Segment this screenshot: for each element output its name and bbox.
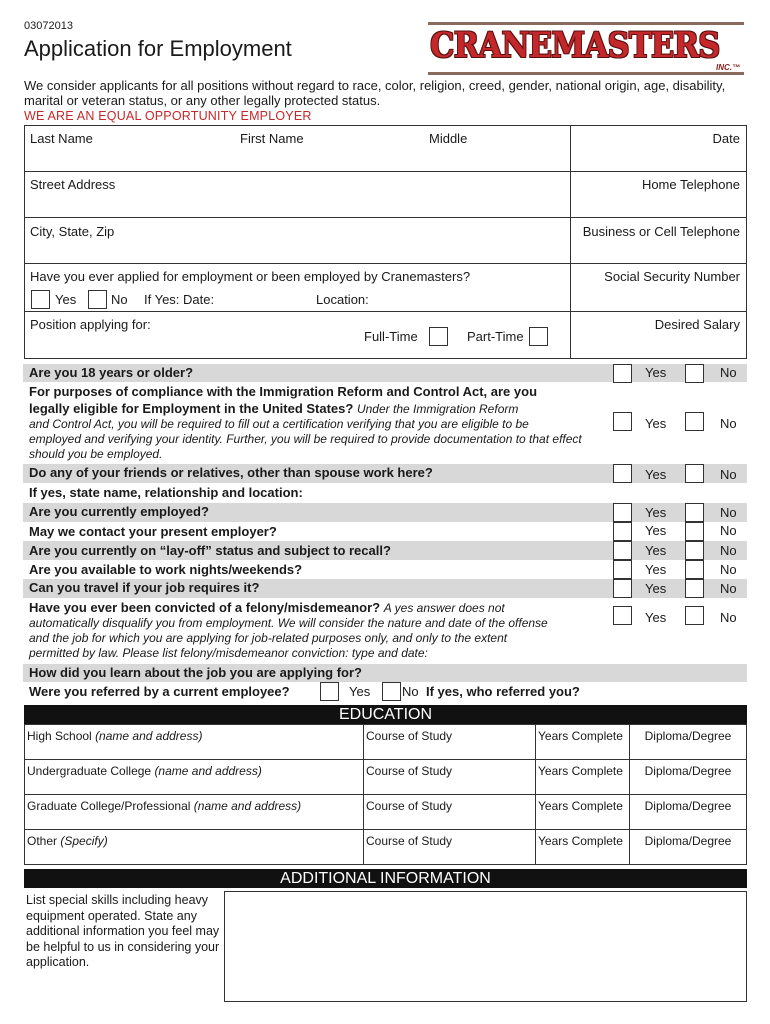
- diploma-label: Diploma/Degree: [644, 834, 732, 848]
- home-telephone-field[interactable]: [570, 171, 747, 218]
- relatives-yes-label: Yes: [645, 467, 667, 482]
- education-school-cell[interactable]: [24, 724, 364, 760]
- question-relatives-row: [23, 464, 747, 483]
- intro-statement: We consider applicants for all positions without regard to race, color, religion, creed, gender, national origin, age, disability, marital or veteran status, or any other legally protected status.: [24, 78, 726, 108]
- nights-yes-label: Yes: [645, 562, 667, 577]
- contact-yes-label: Yes: [645, 523, 667, 538]
- question-legal-note: and Control Act, you will be required to fill out a certification verifying that you are eligible to be employed and verifying your identity. Further, you will be required to provide documentation to that effect should you be employed.: [29, 417, 582, 461]
- prior-yes-label: Yes: [55, 292, 77, 307]
- question-nights-row: [23, 560, 747, 579]
- referred-no-label: No: [402, 684, 419, 699]
- diploma-label: Diploma/Degree: [644, 729, 732, 743]
- diploma-label: Diploma/Degree: [644, 799, 732, 813]
- referred-yes-checkbox[interactable]: [320, 682, 339, 701]
- employed-no-label: No: [720, 505, 737, 520]
- age-yes-label: Yes: [645, 365, 667, 380]
- education-course-cell[interactable]: [363, 759, 536, 795]
- legal-yes-checkbox[interactable]: [613, 412, 632, 431]
- employed-no-checkbox[interactable]: [685, 503, 704, 522]
- education-diploma-cell[interactable]: [629, 829, 747, 865]
- education-course-cell[interactable]: [363, 794, 536, 830]
- education-years-cell[interactable]: [535, 794, 630, 830]
- home-telephone-label: Home Telephone: [641, 177, 740, 192]
- legal-no-label: No: [720, 416, 737, 431]
- logo-suffix: INC.™: [716, 63, 740, 72]
- years-label: Years Complete: [538, 764, 623, 778]
- felony-no-checkbox[interactable]: [685, 606, 704, 625]
- felony-no-label: No: [720, 610, 737, 625]
- question-nights: Are you available to work nights/weekends?: [29, 562, 303, 577]
- city-state-zip-label: City, State, Zip: [30, 224, 115, 239]
- prior-employment-label: Have you ever applied for employment or been employed by Cranemasters?: [30, 269, 471, 284]
- school-note: (name and address): [154, 764, 262, 778]
- school-label: Undergraduate College: [27, 764, 152, 778]
- travel-no-label: No: [720, 581, 737, 596]
- additional-info-textarea[interactable]: [224, 891, 747, 1002]
- nights-no-checkbox[interactable]: [685, 560, 704, 579]
- travel-no-checkbox[interactable]: [685, 579, 704, 598]
- additional-info-heading: ADDITIONAL INFORMATION: [24, 869, 747, 888]
- employed-yes-checkbox[interactable]: [613, 503, 632, 522]
- relatives-no-label: No: [720, 467, 737, 482]
- education-course-cell[interactable]: [363, 724, 536, 760]
- prior-no-label: No: [111, 292, 128, 307]
- course-label: Course of Study: [366, 834, 453, 848]
- prior-date-label: If Yes: Date:: [144, 292, 215, 307]
- street-address-label: Street Address: [30, 177, 116, 192]
- course-label: Course of Study: [366, 799, 453, 813]
- relatives-yes-checkbox[interactable]: [613, 464, 632, 483]
- desired-salary-label: Desired Salary: [654, 317, 740, 332]
- school-label: High School: [27, 729, 92, 743]
- company-logo: [428, 22, 748, 78]
- education-years-cell[interactable]: [535, 759, 630, 795]
- ssn-label: Social Security Number: [604, 269, 740, 284]
- question-felony-italic: A yes answer does not: [383, 601, 505, 615]
- school-note: (name and address): [95, 729, 203, 743]
- felony-yes-checkbox[interactable]: [613, 606, 632, 625]
- felony-yes-label: Yes: [645, 610, 667, 625]
- question-legal-line2: legally eligible for Employment in the United States?: [29, 401, 354, 416]
- age-yes-checkbox[interactable]: [613, 364, 632, 383]
- page-title: Application for Employment: [24, 36, 292, 61]
- street-address-field[interactable]: [24, 171, 571, 218]
- ssn-field[interactable]: [570, 263, 747, 312]
- additional-info-prompt: List special skills including heavy equipment operated. State any additional information you feel may be helpful to us in considering your application.: [26, 893, 220, 969]
- business-cell-field[interactable]: [570, 217, 747, 264]
- travel-yes-label: Yes: [645, 581, 667, 596]
- age-no-label: No: [720, 365, 737, 380]
- question-referred: Were you referred by a current employee?: [29, 684, 290, 699]
- question-relatives-followup-row: [23, 484, 747, 502]
- age-no-checkbox[interactable]: [685, 364, 704, 383]
- contact-yes-checkbox[interactable]: [613, 522, 632, 541]
- question-travel-row: [23, 579, 747, 598]
- part-time-checkbox[interactable]: [529, 327, 548, 346]
- layoff-yes-checkbox[interactable]: [613, 541, 632, 560]
- question-employed-row: [23, 503, 747, 522]
- legal-yes-label: Yes: [645, 416, 667, 431]
- layoff-yes-label: Yes: [645, 543, 667, 558]
- education-years-cell[interactable]: [535, 724, 630, 760]
- question-referred-row: [23, 682, 747, 702]
- eeo-statement: WE ARE AN EQUAL OPPORTUNITY EMPLOYER: [24, 109, 312, 123]
- referred-yes-label: Yes: [349, 684, 371, 699]
- question-relatives-followup: If yes, state name, relationship and location:: [29, 485, 303, 500]
- travel-yes-checkbox[interactable]: [613, 579, 632, 598]
- diploma-label: Diploma/Degree: [644, 764, 732, 778]
- question-legal-italic: Under the Immigration Reform: [356, 402, 519, 416]
- question-layoff-row: [23, 541, 747, 560]
- question-contact: May we contact your present employer?: [29, 524, 277, 539]
- question-learn: How did you learn about the job you are applying for?: [29, 665, 362, 680]
- education-diploma-cell[interactable]: [629, 794, 747, 830]
- referred-who-label: If yes, who referred you?: [426, 684, 580, 699]
- education-course-cell[interactable]: [363, 829, 536, 865]
- last-name-label: Last Name: [30, 131, 93, 146]
- logo-text: CRANEMASTERS: [430, 25, 720, 66]
- layoff-no-label: No: [720, 543, 737, 558]
- referred-no-checkbox[interactable]: [382, 682, 401, 701]
- form-code: 03072013: [24, 20, 73, 32]
- question-felony: Have you ever been convicted of a felony/misdemeanor?: [29, 600, 381, 615]
- question-legal-row: [23, 383, 747, 463]
- desired-salary-field[interactable]: [570, 311, 747, 359]
- years-label: Years Complete: [538, 729, 623, 743]
- part-time-label: Part-Time: [467, 329, 524, 344]
- first-name-label: First Name: [240, 131, 304, 146]
- relatives-no-checkbox[interactable]: [685, 464, 704, 483]
- question-felony-note: automatically disqualify you from employment. We will consider the nature and date of the offense and the job for which you are applying for job-related purposes only, and only to the extent permitted by law. Please list felony/misdemeanor conviction: type and date:: [29, 616, 548, 660]
- education-school-cell[interactable]: [24, 794, 364, 830]
- prior-location-label: Location:: [316, 292, 369, 307]
- course-label: Course of Study: [366, 729, 453, 743]
- full-time-checkbox[interactable]: [429, 327, 448, 346]
- question-layoff: Are you currently on “lay-off” status and subject to recall?: [29, 543, 391, 558]
- name-field[interactable]: [24, 125, 571, 172]
- years-label: Years Complete: [538, 799, 623, 813]
- school-label: Graduate College/Professional: [27, 799, 191, 813]
- prior-employment-field: [24, 263, 571, 312]
- question-felony-row: [23, 599, 747, 663]
- contact-no-label: No: [720, 523, 737, 538]
- logo-bottom-bar: [428, 72, 744, 75]
- date-label: Date: [712, 131, 740, 146]
- education-heading: EDUCATION: [24, 705, 747, 724]
- full-time-label: Full-Time: [364, 329, 418, 344]
- position-field[interactable]: [24, 311, 571, 359]
- education-school-cell[interactable]: [24, 759, 364, 795]
- course-label: Course of Study: [366, 764, 453, 778]
- date-field[interactable]: [570, 125, 747, 172]
- question-age: Are you 18 years or older?: [29, 365, 194, 380]
- question-travel: Can you travel if your job requires it?: [29, 580, 260, 595]
- education-diploma-cell[interactable]: [629, 724, 747, 760]
- years-label: Years Complete: [538, 834, 623, 848]
- school-label: Other: [27, 834, 58, 848]
- city-state-zip-field[interactable]: [24, 217, 571, 264]
- layoff-no-checkbox[interactable]: [685, 541, 704, 560]
- position-label: Position applying for:: [30, 317, 151, 332]
- education-years-cell[interactable]: [535, 829, 630, 865]
- education-school-cell[interactable]: [24, 829, 364, 865]
- nights-yes-checkbox[interactable]: [613, 560, 632, 579]
- question-employed: Are you currently employed?: [29, 504, 209, 519]
- question-learn-row: [23, 664, 747, 682]
- business-cell-label: Business or Cell Telephone: [582, 224, 740, 239]
- school-note: (Specify): [60, 834, 108, 848]
- prior-yes-checkbox[interactable]: [31, 290, 50, 309]
- nights-no-label: No: [720, 562, 737, 577]
- prior-no-checkbox[interactable]: [88, 290, 107, 309]
- legal-no-checkbox[interactable]: [685, 412, 704, 431]
- question-age-row: [23, 364, 747, 382]
- education-diploma-cell[interactable]: [629, 759, 747, 795]
- middle-name-label: Middle: [429, 131, 468, 146]
- contact-no-checkbox[interactable]: [685, 522, 704, 541]
- employed-yes-label: Yes: [645, 505, 667, 520]
- question-contact-row: [23, 522, 747, 541]
- question-legal-line1: For purposes of compliance with the Immigration Reform and Control Act, are you: [29, 384, 538, 399]
- question-relatives: Do any of your friends or relatives, other than spouse work here?: [29, 465, 433, 480]
- school-note: (name and address): [193, 799, 302, 813]
